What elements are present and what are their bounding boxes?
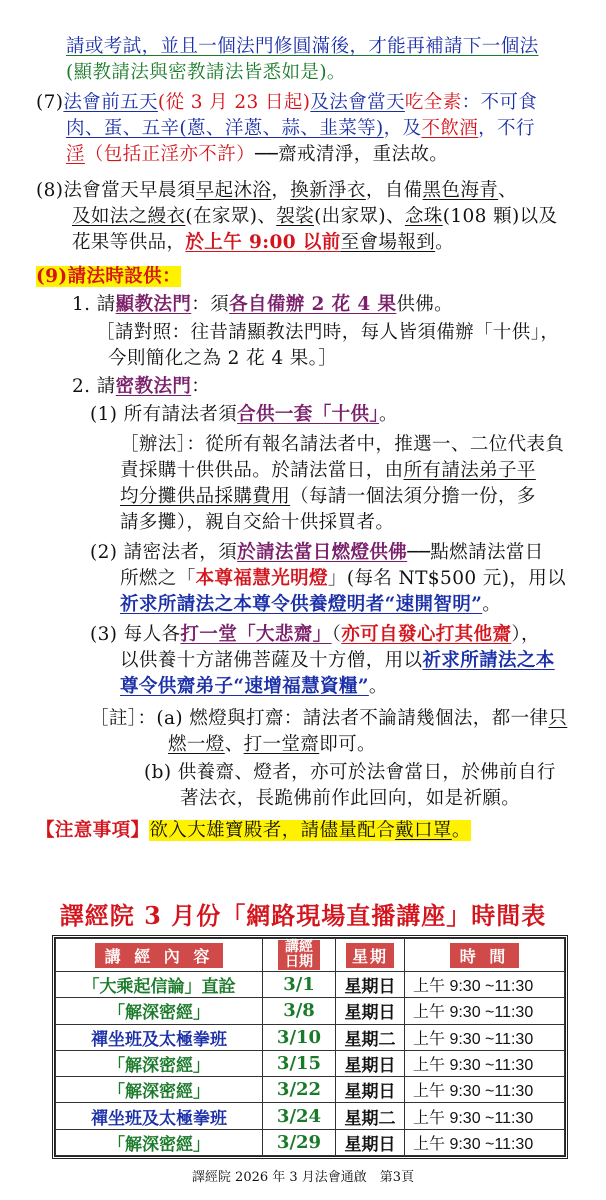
text-span: 本尊福慧光明燈 — [195, 568, 328, 589]
item9-2-2-line3 — [120, 592, 501, 618]
item-number: (8) — [36, 180, 64, 201]
text-span: 所燃之「 — [120, 568, 196, 589]
cell-date: 3/15 — [263, 1050, 336, 1076]
header-date — [263, 939, 336, 972]
notice-line — [36, 818, 471, 844]
cell-day: 星期日 — [336, 1077, 405, 1103]
cell-content: 「解深密經」 — [56, 1129, 263, 1155]
cell-content: 「解深密經」 — [56, 1050, 263, 1076]
item8-line2 — [72, 204, 557, 230]
text-span: 換新淨衣 — [290, 180, 366, 201]
text-span: 祈求所請法之本 — [422, 650, 555, 671]
text-span: ：不可食 — [461, 92, 538, 113]
text-span: ：須 — [191, 294, 230, 315]
item9-sub1 — [72, 292, 453, 318]
text-span: 、 — [498, 180, 518, 201]
header-label: 星期 — [346, 943, 394, 968]
text-span: 法會當天早晨須 — [63, 180, 196, 201]
cell-day: 星期二 — [336, 1103, 405, 1129]
cell-date: 3/24 — [263, 1103, 336, 1129]
text-span: 、 — [224, 734, 244, 755]
text-span: 今則簡化之為 2 花 4 果。］ — [108, 348, 338, 369]
text-span: (從 3 月 23 日起) — [157, 92, 311, 113]
cell-day: 星期日 — [336, 1129, 405, 1155]
text-span: 合供一套「十供」 — [237, 404, 380, 425]
text-span: ， — [271, 180, 291, 201]
cell-content: 禪坐班及太極拳班 — [56, 1103, 263, 1129]
text-span: 祈求所請法之本尊令供養燈明者“速開智明” — [120, 594, 483, 615]
cell-date: 3/22 — [263, 1077, 336, 1103]
text-span: 於上午 9:00 以前 — [185, 232, 341, 253]
header-time — [405, 939, 565, 972]
text-span: ［註］：(a) 燃燈與打齋：請法者不論請幾個法，都一律 — [90, 708, 549, 729]
cell-day: 星期日 — [336, 1050, 405, 1076]
text-span: 不飲酒 — [421, 118, 479, 139]
cell-time: 上午 9:30 ~11:30 — [405, 1129, 565, 1155]
text-span: 顯教法門 — [115, 294, 192, 315]
item9-note-a-line2 — [168, 732, 376, 758]
text-span: 肉、蛋、五辛(蔥、洋蔥、蒜、韭菜等) — [66, 118, 384, 139]
item9-2-3 — [90, 622, 540, 648]
text-span: （每請一個法須分擔一份，多 — [290, 486, 536, 507]
text-span: 請或考試，並且一個法門修圓滿後，才能再補請下一個法 — [66, 36, 539, 57]
text-span: ［辦法］：從所有報名請法者中，推選一、二位代表負 — [120, 434, 565, 455]
table-row — [56, 1024, 565, 1050]
cell-day: 星期二 — [336, 1024, 405, 1050]
cell-date: 3/29 — [263, 1129, 336, 1155]
text-span: ──點燃請法當日 — [407, 542, 544, 563]
item8-line3 — [72, 230, 454, 256]
text-span: ［請對照：往昔請顯教法門時，每人皆須備辦「十供」， — [96, 322, 560, 343]
text-span: 早起沐浴 — [195, 180, 272, 201]
text-span: 尊令供齋弟子“速增福慧資糧” — [120, 676, 369, 697]
table-row — [56, 1103, 565, 1129]
item7-line3 — [66, 142, 448, 168]
text-span: （ — [331, 624, 342, 645]
text-span: 」(每名 NT$500 元)，用以 — [327, 568, 567, 589]
text-span: 。 — [451, 820, 471, 841]
cell-time: 上午 9:30 ~11:30 — [405, 1024, 565, 1050]
text-span: 所有請法弟子平 — [403, 460, 536, 481]
text-span: (3) 每人各 — [90, 624, 181, 645]
item9-2-1-note1 — [120, 432, 564, 458]
text-span: 戴口罩 — [395, 820, 452, 841]
text-span: 法會前五天 — [63, 92, 158, 113]
text-span: 袈裟 — [276, 206, 315, 227]
text-span: 密教法門 — [115, 376, 192, 397]
item9-2-1-note3 — [120, 484, 536, 510]
cell-time: 上午 9:30 ~11:30 — [405, 998, 565, 1024]
text-span: 著法衣，長跪佛前作此回向，如是祈願。 — [180, 788, 521, 809]
item9-2-2 — [90, 540, 544, 566]
cell-content: 「解深密經」 — [56, 1077, 263, 1103]
text-span: 供佛。 — [396, 294, 454, 315]
cell-time: 上午 9:30 ~11:30 — [405, 1103, 565, 1129]
header-label: 時 間 — [450, 943, 520, 968]
text-span: 至會場報到 — [340, 232, 436, 253]
item9-2-3-line2 — [120, 648, 555, 674]
item7-line1 — [36, 90, 537, 116]
text-span: ，自備 — [365, 180, 423, 201]
cell-content: 「解深密經」 — [56, 998, 263, 1024]
item9-sub1-note1 — [96, 320, 559, 346]
text-span: (2) 請密法者，須 — [90, 542, 238, 563]
item9-2-1-note2 — [120, 458, 536, 484]
para-continuation-line1 — [66, 34, 539, 60]
text-span: 及如法之縵衣 — [72, 206, 186, 227]
text-span: (1) 所有請法者須 — [90, 404, 238, 425]
text-span: 。 — [379, 404, 398, 425]
cell-content: 禪坐班及太極拳班 — [56, 1024, 263, 1050]
text-span: (在家眾)、 — [185, 206, 277, 227]
schedule-title: 譯經院 3 月份「網路現場直播講座」時間表 — [59, 901, 547, 930]
text-span: ──齋戒清淨，重法故。 — [255, 144, 449, 165]
text-span: 亦可自發心打其他齋 — [341, 624, 512, 645]
item9-2-1-note4 — [120, 510, 394, 536]
text-span: 。 — [482, 594, 502, 615]
text-span: 燃一燈 — [168, 734, 225, 755]
cell-day: 星期日 — [336, 998, 405, 1024]
text-span: 打一堂「大悲齋」 — [180, 624, 332, 645]
cell-time: 上午 9:30 ~11:30 — [405, 1050, 565, 1076]
text-span: 1. 請 — [72, 294, 116, 315]
header-label: 講 經 內 容 — [95, 943, 224, 968]
text-span: 請多攤），親自交給十供採買者。 — [120, 512, 395, 533]
table-row — [56, 1077, 565, 1103]
item9-note-a — [90, 706, 567, 732]
text-span: 欲入大雄寶殿者，請儘量配合 — [149, 820, 396, 841]
text-span: 只 — [548, 708, 568, 729]
text-span: 。 — [435, 232, 455, 253]
text-span: ，及 — [383, 118, 422, 139]
text-span: 黑色海青 — [422, 180, 499, 201]
text-span: 淫 — [66, 144, 85, 165]
cell-date: 3/10 — [263, 1024, 336, 1050]
text-span: 吃全素 — [404, 92, 462, 113]
item7-line2 — [66, 116, 535, 142]
text-span: (b) 供養齋、燈者，亦可於法會當日，於佛前自行 — [144, 762, 556, 783]
item9-note-b — [144, 760, 556, 786]
text-span: （包括正淫亦不許） — [84, 144, 256, 165]
cell-date: 3/8 — [263, 998, 336, 1024]
table-row — [56, 1050, 565, 1076]
notice-label: 【注意事項】 — [36, 820, 150, 841]
para-continuation-line2 — [66, 60, 346, 86]
cell-date: 3/1 — [263, 972, 336, 998]
text-span: 以供養十方諸佛菩薩及十方僧，用以 — [120, 650, 423, 671]
cell-day: 星期日 — [336, 972, 405, 998]
item9-2-3-line3 — [120, 674, 388, 700]
header-label: 講經日期 — [278, 940, 320, 970]
cell-time: 上午 9:30 ~11:30 — [405, 972, 565, 998]
text-span: 打一堂齋 — [243, 734, 320, 755]
cell-content: 「大乘起信論」直詮 — [56, 972, 263, 998]
page-footer: 譯經院 2026 年 3 月法會通啟 第3頁 — [191, 1170, 415, 1185]
text-span: 念珠 — [404, 206, 443, 227]
text-span: 於請法當日燃燈供佛 — [237, 542, 408, 563]
cell-time: 上午 9:30 ~11:30 — [405, 1077, 565, 1103]
item9-heading — [36, 264, 181, 290]
text-span: 及法會當天 — [310, 92, 405, 113]
text-span: ，不行 — [478, 118, 535, 139]
text-span: (出家眾)、 — [314, 206, 405, 227]
text-span: 花果等供品， — [72, 232, 186, 253]
item9-sub1-note2 — [108, 346, 337, 372]
table-row — [56, 972, 565, 998]
item-number: (7) — [36, 92, 64, 113]
item9-note-b-line2 — [180, 786, 520, 812]
text-span: 即可。 — [319, 734, 376, 755]
text-span: 。 — [368, 676, 388, 697]
text-span: 各自備辦 2 花 4 果 — [229, 294, 397, 315]
header-content — [56, 939, 263, 972]
text-span: ）， — [511, 624, 540, 645]
table-row — [56, 998, 565, 1024]
table-row — [56, 1129, 565, 1155]
schedule-table — [52, 935, 568, 1159]
item9-sub2 — [72, 374, 210, 400]
text-span: (顯教請法與密教請法皆悉如是)。 — [66, 62, 346, 83]
text-span: 均分攤供品採購費用 — [120, 486, 291, 507]
text-span: 2. 請 — [72, 376, 116, 397]
item8-line1 — [36, 178, 517, 204]
text-span: (108 顆)以及 — [442, 206, 558, 227]
header-day — [336, 939, 405, 972]
text-span: ： — [191, 376, 211, 397]
item9-2-1 — [90, 402, 398, 428]
text-span: 責採購十供供品。於請法當日，由 — [120, 460, 404, 481]
section-heading: (9)請法時設供： — [36, 266, 181, 287]
item9-2-2-line2 — [120, 566, 566, 592]
